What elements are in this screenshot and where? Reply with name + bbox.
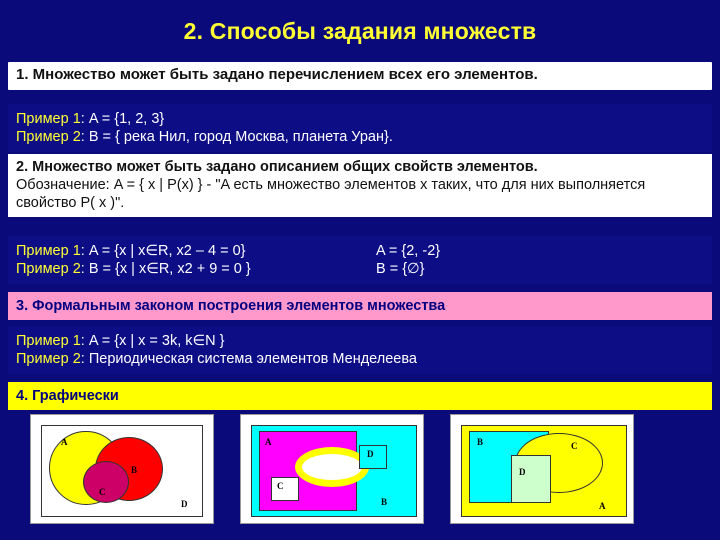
example-2-text: : Периодическая система элементов Менделеева [80, 351, 417, 368]
examples-1-block [8, 104, 712, 152]
example-1-text: : A = {x | x = 3k, k∈N } [80, 333, 225, 349]
example-1-text: : A = {x | x∈R, x2 – 4 = 0} [80, 243, 246, 259]
example-1-label: Пример 1 [16, 333, 81, 349]
example-2-label: Пример 2 [16, 261, 81, 278]
venn-three-sets-figure [30, 414, 214, 524]
example-2-text: : B = { река Нил, город Москва, планета Уран}. [80, 129, 393, 146]
point-4-band: 4. Графически [8, 382, 712, 410]
point-2-band [8, 154, 712, 217]
examples-2-block [8, 236, 712, 284]
example-1-text: : A = {1, 2, 3} [80, 111, 165, 127]
label-d: D [367, 449, 374, 459]
bottom-bar [0, 532, 720, 540]
label-d: D [181, 499, 188, 509]
point-3-band: 3. Формальным законом построения элементов множества [8, 292, 712, 320]
example-line [16, 350, 704, 368]
example-1-label: Пример 1 [16, 111, 81, 127]
example-line [16, 242, 704, 260]
label-a: A [61, 437, 68, 447]
example-1-result: A = {2, -2} [376, 243, 441, 259]
label-c: C [277, 481, 284, 491]
example-line [16, 260, 704, 278]
label-c: C [99, 487, 106, 497]
example-2-label: Пример 2 [16, 129, 81, 146]
example-2-text: : B = {x | x∈R, x2 + 9 = 0 } [80, 261, 251, 278]
rectangles-ring-figure [240, 414, 424, 524]
example-2-result: B = {∅} [376, 261, 425, 278]
page-title: 2. Способы задания множеств [183, 18, 537, 44]
label-b: B [131, 465, 138, 475]
figures-row [8, 414, 712, 532]
point-2-heading: 2. Множество может быть задано описанием общих свойств элементов. [16, 159, 538, 175]
point-1-band: 1. Множество может быть задано перечислением всех его элементов. [8, 62, 712, 90]
set-c-circle [83, 461, 129, 503]
example-1-label: Пример 1 [16, 243, 81, 259]
example-line [16, 332, 704, 350]
examples-3-block [8, 326, 712, 374]
example-line [16, 128, 704, 146]
point-2-body: Обозначение: A = { x | P(x) } - "A есть множество элементов x таких, что для них выполняется свойство P( x )". [16, 177, 646, 212]
rect-ellipse-overlap-figure [450, 414, 634, 524]
label-a: A [265, 437, 272, 447]
label-c: C [571, 441, 578, 451]
label-b: B [381, 497, 388, 507]
example-2-label: Пример 2 [16, 351, 81, 368]
label-a: A [599, 501, 606, 511]
set-c-rectangle [271, 477, 299, 501]
label-d: D [519, 467, 526, 477]
set-d-rectangle [511, 455, 551, 503]
example-line [16, 110, 704, 128]
ring-shape [295, 447, 369, 487]
label-b: B [477, 437, 484, 447]
